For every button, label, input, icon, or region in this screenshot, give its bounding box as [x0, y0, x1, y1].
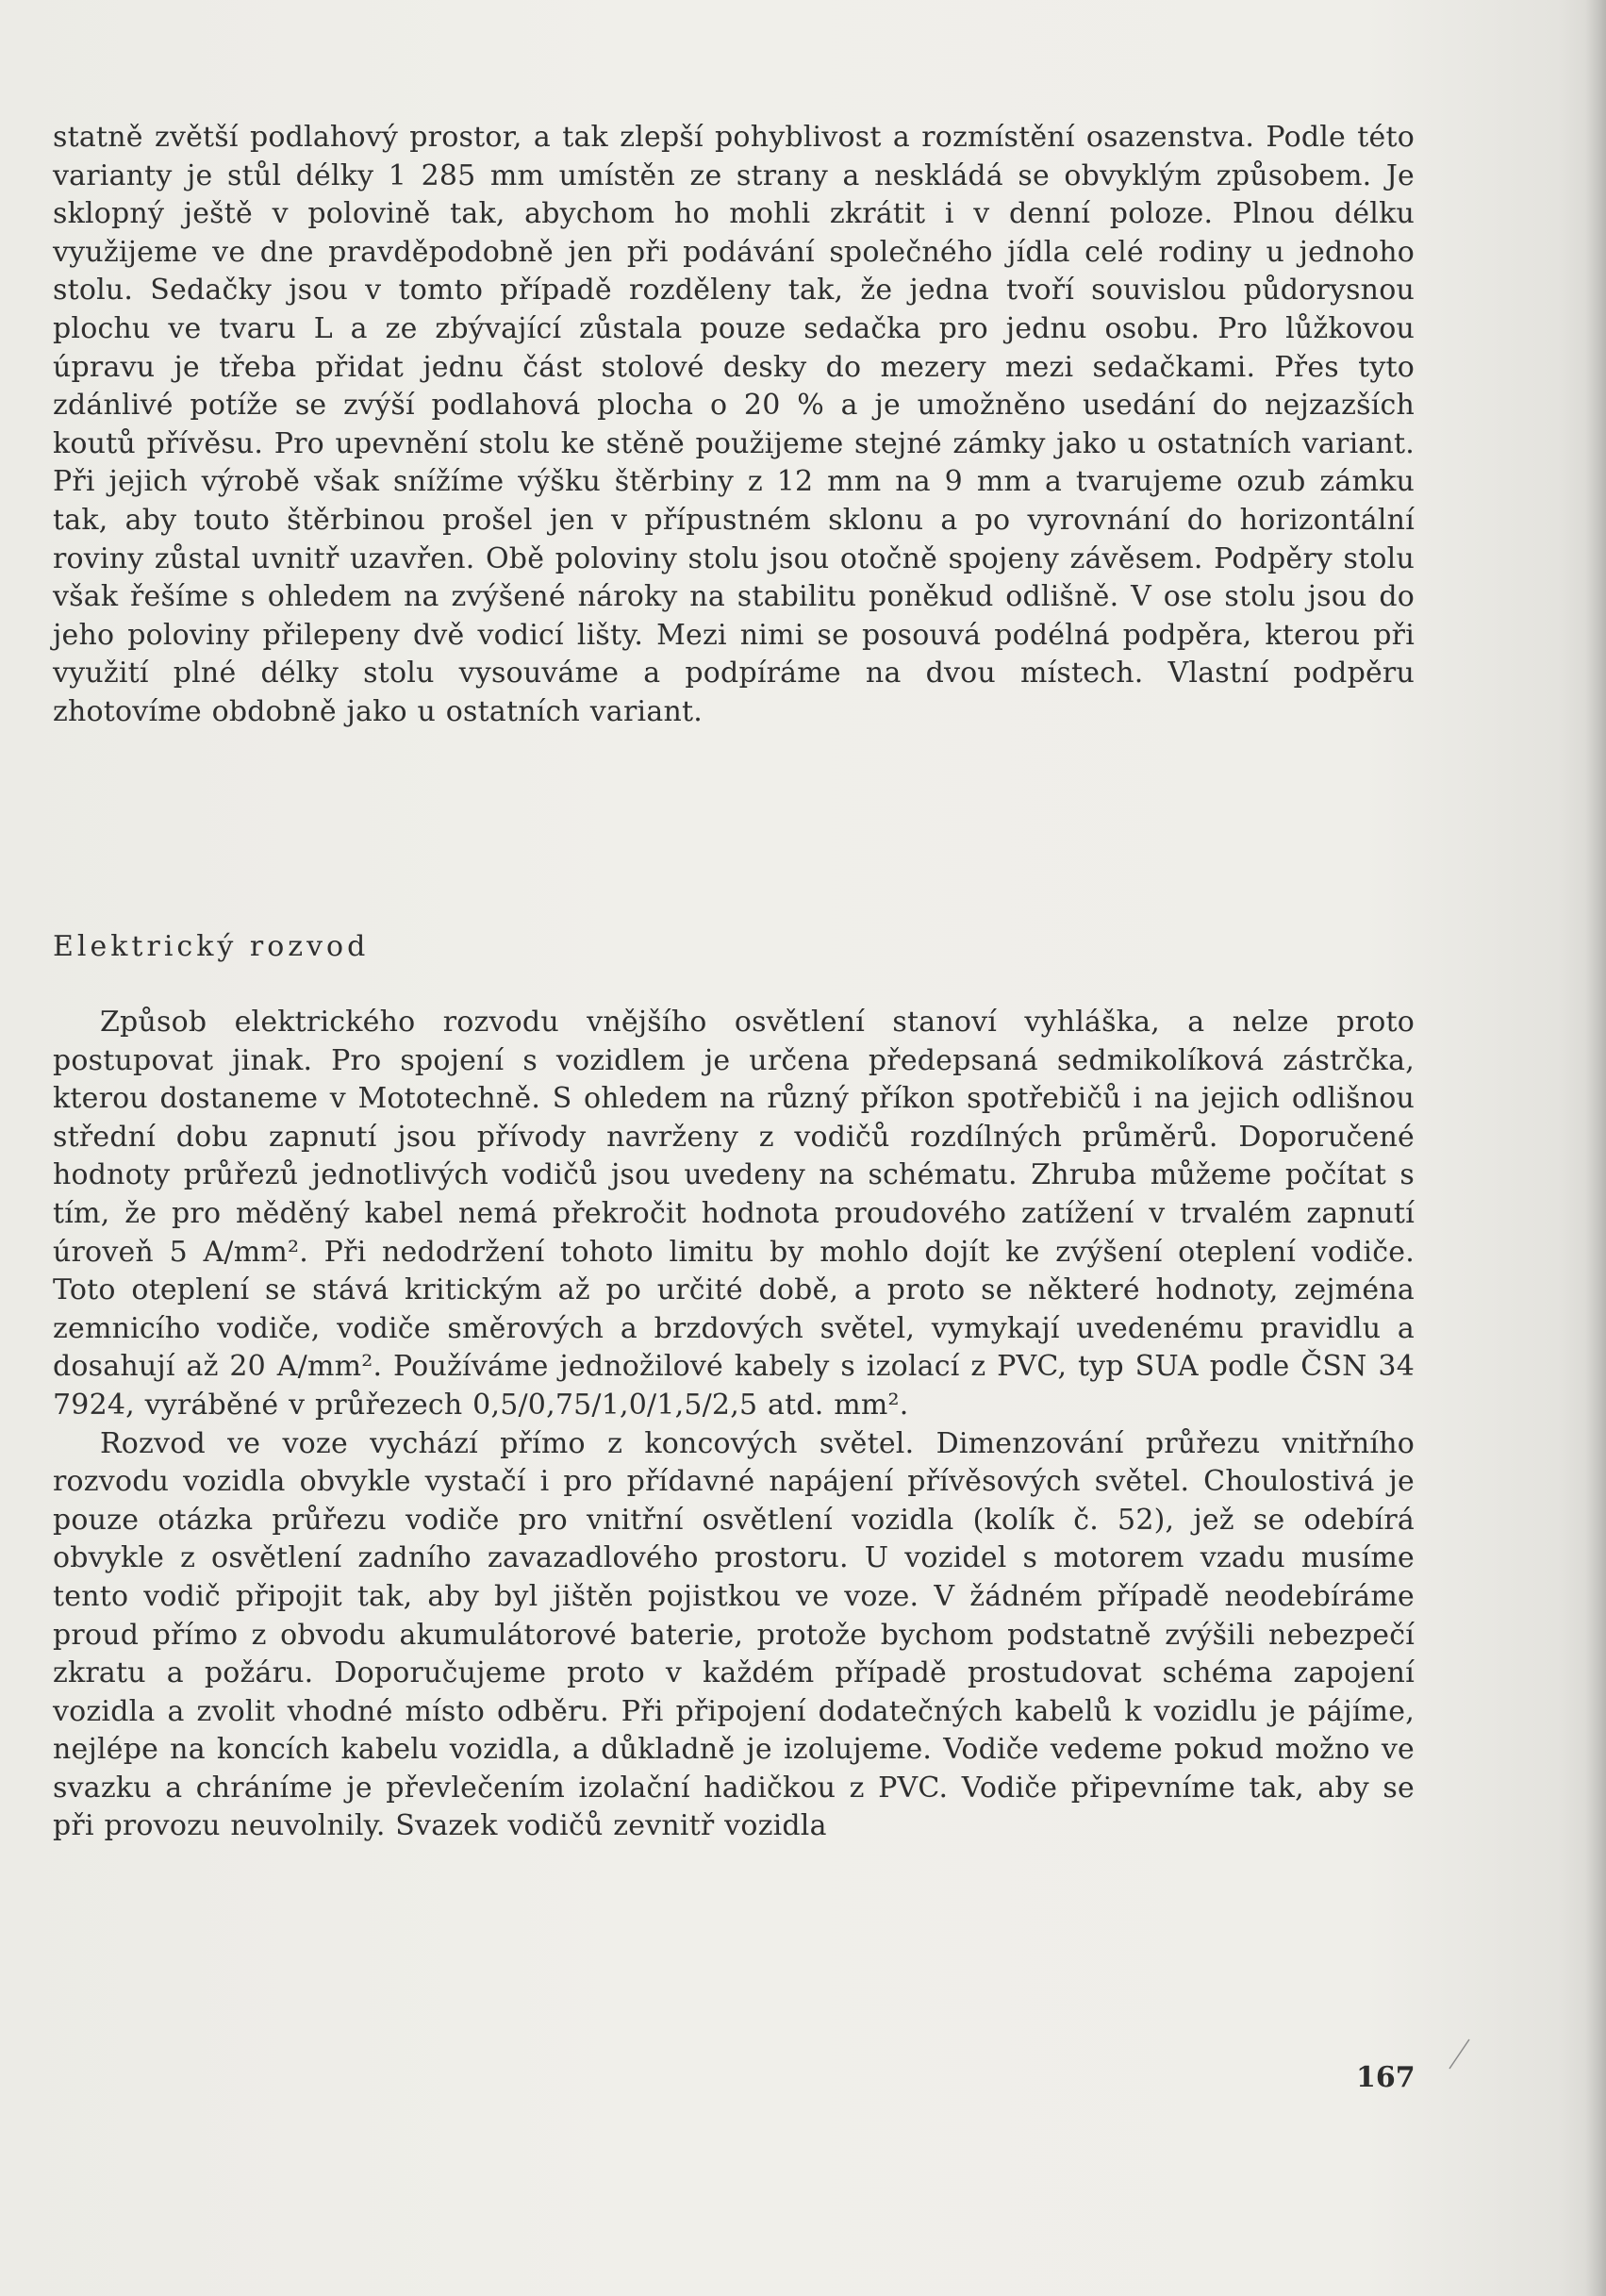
pencil-mark-icon [1447, 2038, 1471, 2071]
paragraph-electric-2: Rozvod ve voze vychází přímo z koncových světel. Dimenzování průřezu vnitřního rozvodu vozidla obvykle vystačí i pro přídavné napájení přívěsových světel. Choulostivá je pouze otázka průřezu vodiče pro vnitřní osvětlení vozidla (kolík č. 52), jež se odebírá obvykle z osvětlení zadního zavazadlového prostoru. U vozidel s motorem vzadu musíme tento vodič připojit tak, aby byl jištěn pojistkou ve voze. V žádném případě neodebíráme proud přímo z obvodu akumulátorové baterie, protože bychom podstatně zvýšili nebezpečí zkratu a požáru. Doporučujeme proto v každém případě prostudovat schéma zapojení vozidla a zvolit vhodné místo odběru. Při připojení dodatečných kabelů k vozidlu je pájíme, nejlépe na koncích kabelu vozidla, a důkladně je izolujeme. Vodiče vedeme pokud možno ve svazku a chráníme je převlečením izolační hadičkou z PVC. Vodiče připevníme tak, aby se při provozu neuvolnily. Svazek vodičů zevnitř vozidla [53, 1426, 1415, 1843]
intro-text-block [53, 119, 1415, 732]
page-number: 167 [1356, 2061, 1416, 2094]
electric-text-block [53, 1004, 1415, 1846]
paragraph-electric-1: Způsob elektrického rozvodu vnějšího osvětlení stanoví vyhláška, a nelze proto postupovat jinak. Pro spojení s vozidlem je určena předepsaná sedmikolíková zástrčka, kterou dostaneme v Mototechně. S ohledem na různý příkon spotřebičů i na jejich odlišnou střední dobu zapnutí jsou přívody navrženy z vodičů rozdílných průměrů. Doporučené hodnoty průřezů jednotlivých vodičů jsou uvedeny na schématu. Zhruba můžeme počítat s tím, že pro měděný kabel nemá překročit hodnota proudového zatížení v trvalém zapnutí úroveň 5 A/mm². Při nedodržení tohoto limitu by mohlo dojít ke zvýšení oteplení vodiče. Toto oteplení se stává kritickým až po určité době, a proto se některé hodnoty, zejména zemnicího vodiče, vodiče směrových a brzdových světel, vymykají uvedenému pravidlu a dosahují až 20 A/mm². Používáme jednožilové kabely s izolací z PVC, typ SUA podle ČSN 34 7924, vyráběné v průřezech 0,5/0,75/1,0/1,5/2,5 atd. mm². [53, 1006, 1415, 1422]
page-edge-shadow [1585, 0, 1606, 2296]
section-heading: Elektrický rozvod [53, 930, 370, 963]
paragraph-intro: statně zvětší podlahový prostor, a tak zlepší pohyblivost a rozmístění osazenstva. Podle této varianty je stůl délky 1 285 mm umístěn ze strany a neskládá se obvyklým způsobem. Je sklopný ještě v polovině tak, abychom ho mohli zkrátit i v denní poloze. Plnou délku využijeme ve dne pravděpodobně jen při podávání společného jídla celé rodiny u jednoho stolu. Sedačky jsou v tomto případě rozděleny tak, že jedna tvoří souvislou půdorysnou plochu ve tvaru L a ze zbývající zůstala pouze sedačka pro jednu osobu. Pro lůžkovou úpravu je třeba přidat jednu část stolové desky do mezery mezi sedačkami. Přes tyto zdánlivé potíže se zvýší podlahová plocha o 20 % a je umožněno usedání do nejzazších koutů přívěsu. Pro upevnění stolu ke stěně použijeme stejné zámky jako u ostatních variant. Při jejich výrobě však snížíme výšku štěrbiny z 12 mm na 9 mm a tvarujeme ozub zámku tak, aby touto štěrbinou prošel jen v přípustném sklonu a po vyrovnání do horizontální roviny zůstal uvnitř uzavřen. Obě poloviny stolu jsou otočně spojeny závěsem. Podpěry stolu však řešíme s ohledem na zvýšené nároky na stabilitu poněkud odlišně. V ose stolu jsou do jeho poloviny přilepeny dvě vodicí lišty. Mezi nimi se posouvá podélná podpěra, kterou při využití plné délky stolu vysouváme a podpíráme na dvou místech. Vlastní podpěru zhotovíme obdobně jako u ostatních variant. [53, 121, 1415, 728]
